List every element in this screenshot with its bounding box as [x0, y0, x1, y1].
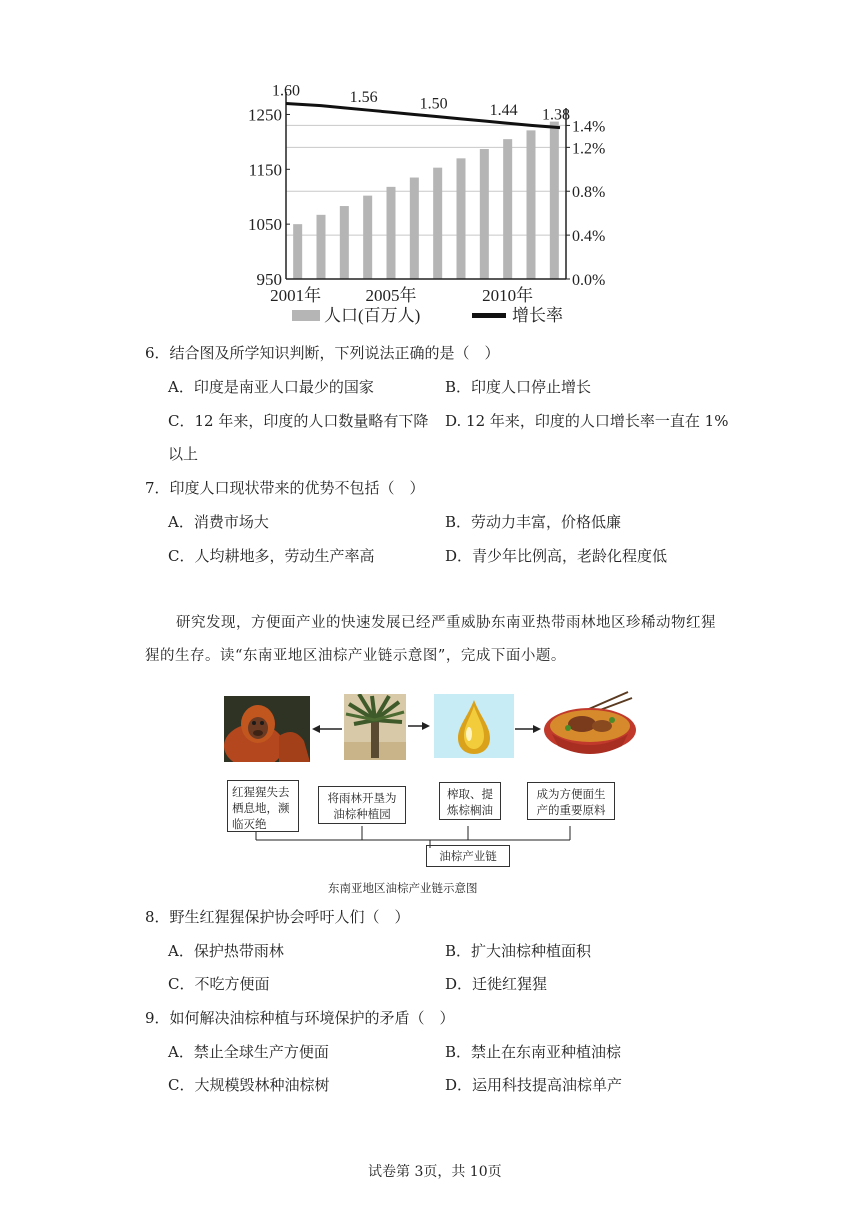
right-tick-label: 0.4% [572, 228, 606, 246]
growth-rate-data-label: 1.50 [419, 95, 448, 113]
right-tick-label: 0.8% [572, 184, 606, 202]
legend-label-growth-rate: 增长率 [512, 306, 563, 325]
population-bar [550, 122, 559, 279]
palm-oil-drop-image [434, 694, 514, 758]
growth-rate-data-label: 1.60 [272, 82, 300, 100]
question-7-stem: 7．印度人口现状带来的优势不包括（ ） [145, 479, 425, 497]
question-9-stem: 9．如何解决油棕种植与环境保护的矛盾（ ） [145, 1009, 455, 1027]
q8-option-c[interactable]: C．不吃方便面 [168, 975, 270, 993]
instant-noodle-image [542, 690, 638, 762]
population-bar [293, 224, 302, 279]
diagram-box-plantation: 将雨林开垦为油棕种植园 [318, 786, 406, 824]
population-bar [457, 158, 466, 279]
population-bar [527, 130, 536, 279]
q6-option-a[interactable]: A．印度是南亚人口最少的国家 [168, 378, 374, 396]
diagram-box-chain: 油棕产业链 [426, 845, 510, 867]
q9-option-c[interactable]: C．大规模毁林种油棕树 [168, 1076, 330, 1094]
india-population-chart [240, 70, 640, 332]
legend-label-population: 人口(百万人) [324, 306, 421, 325]
q8-option-a[interactable]: A．保护热带雨林 [168, 942, 284, 960]
population-bar [387, 187, 396, 279]
orangutan-image [224, 696, 310, 762]
legend-swatch-population [292, 310, 320, 321]
x-tick-label: 2001年 [270, 286, 322, 305]
growth-rate-data-label: 1.38 [542, 106, 570, 124]
diagram-caption: 东南亚地区油棕产业链示意图 [328, 881, 478, 895]
right-tick-label: 1.2% [572, 140, 606, 158]
right-arrow-icon [406, 719, 432, 733]
q8-option-d[interactable]: D．迁徙红猩猩 [445, 975, 548, 993]
passage-line-1: 研究发现，方便面产业的快速发展已经严重威胁东南亚热带雨林地区珍稀动物红猩 [176, 615, 716, 631]
q6-option-d-continued: 以上 [168, 445, 199, 463]
right-tick-label: 0.0% [572, 272, 606, 289]
left-arrow-icon [310, 722, 344, 736]
q9-option-b[interactable]: B．禁止在东南亚种植油棕 [445, 1043, 622, 1061]
population-bar [317, 215, 326, 279]
q9-option-d[interactable]: D．运用科技提高油棕单产 [445, 1076, 623, 1094]
growth-rate-data-label: 1.56 [349, 89, 378, 107]
x-tick-label: 2005年 [365, 286, 417, 305]
oil-palm-image [344, 694, 406, 760]
q7-option-a[interactable]: A．消费市场大 [168, 513, 269, 531]
diagram-box-noodle: 成为方便面生产的重要原料 [527, 782, 615, 820]
population-bar [363, 196, 372, 279]
q9-option-a[interactable]: A．禁止全球生产方便面 [168, 1043, 329, 1061]
page-footer: 试卷第 3页，共 10页 [368, 1164, 502, 1180]
question-8-stem: 8．野生红猩猩保护协会呼吁人们（ ） [145, 908, 410, 926]
left-tick-label: 950 [256, 270, 282, 289]
passage-line-2: 猩的生存。读“东南亚地区油棕产业链示意图”，完成下面小题。 [145, 648, 566, 664]
q7-option-d[interactable]: D．青少年比例高，老龄化程度低 [445, 547, 668, 565]
diagram-box-oil: 榨取、提炼棕榈油 [439, 782, 501, 820]
q7-option-b[interactable]: B．劳动力丰富，价格低廉 [445, 513, 622, 531]
growth-rate-data-label: 1.44 [489, 102, 518, 120]
question-6-stem: 6．结合图及所学知识判断，下列说法正确的是（ ） [145, 344, 500, 362]
q7-option-c[interactable]: C．人均耕地多，劳动生产率高 [168, 547, 375, 565]
population-bar [340, 206, 349, 279]
population-bar [480, 149, 489, 279]
left-tick-label: 1050 [248, 215, 282, 235]
population-bar [410, 178, 419, 279]
population-bar [503, 139, 512, 279]
q6-option-c[interactable]: C．12 年来，印度的人口数量略有下降 [168, 412, 429, 430]
x-tick-label: 2010年 [482, 286, 534, 305]
q6-option-d[interactable]: D. 12 年来，印度的人口增长率一直在 1% [445, 412, 729, 430]
left-tick-label: 1250 [248, 105, 282, 125]
right-tick-label: 1.4% [572, 118, 606, 136]
legend-swatch-growth-rate [472, 313, 506, 318]
q6-option-b[interactable]: B．印度人口停止增长 [445, 378, 592, 396]
right-arrow-icon [513, 722, 543, 736]
diagram-box-orangutan: 红猩猩失去栖息地，濒临灭绝 [227, 780, 299, 832]
left-tick-label: 1150 [248, 160, 282, 180]
population-bar [433, 168, 442, 279]
q8-option-b[interactable]: B．扩大油棕种植面积 [445, 942, 592, 960]
diagram-bracket [250, 826, 590, 850]
